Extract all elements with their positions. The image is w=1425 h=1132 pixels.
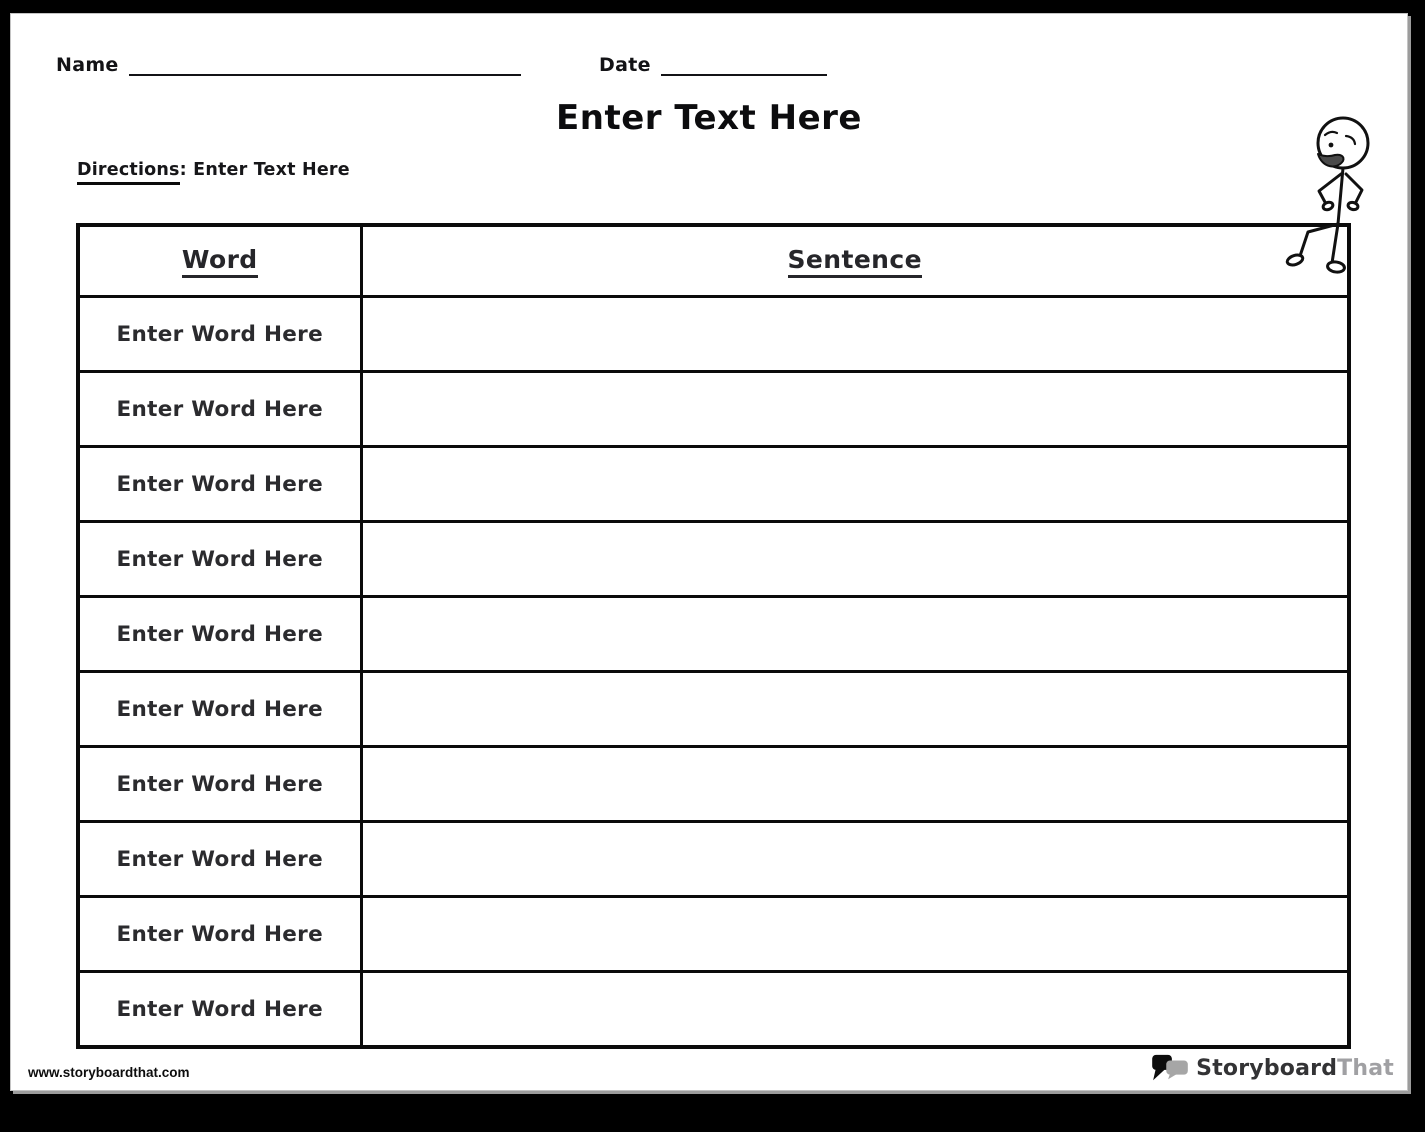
name-label: Name: [56, 54, 119, 76]
word-cell[interactable]: Enter Word Here: [78, 672, 361, 747]
worksheet-page: [10, 13, 1408, 1091]
word-cell[interactable]: Enter Word Here: [78, 297, 361, 372]
website-url: www.storyboardthat.com: [28, 1065, 190, 1080]
directions-label: Directions: [77, 160, 180, 185]
table-row: [78, 372, 1349, 447]
table-row: [78, 447, 1349, 522]
sentence-cell[interactable]: [361, 597, 1349, 672]
logo-text-primary: Storyboard: [1196, 1055, 1338, 1081]
table-header-row: [78, 225, 1349, 297]
directions-separator: :: [179, 160, 194, 180]
word-cell[interactable]: Enter Word Here: [78, 597, 361, 672]
word-cell[interactable]: Enter Word Here: [78, 822, 361, 897]
worksheet-title[interactable]: Enter Text Here: [556, 98, 862, 138]
sentence-cell[interactable]: [361, 822, 1349, 897]
word-cell[interactable]: Enter Word Here: [78, 372, 361, 447]
sentence-cell[interactable]: [361, 672, 1349, 747]
storyboardthat-logo: [1150, 1052, 1394, 1084]
speech-bubbles-icon: [1150, 1053, 1190, 1083]
date-field: [599, 50, 827, 76]
sentence-cell[interactable]: [361, 747, 1349, 822]
word-header-label: Word: [182, 245, 258, 278]
sentence-cell[interactable]: [361, 447, 1349, 522]
word-cell[interactable]: Enter Word Here: [78, 447, 361, 522]
table-row: [78, 597, 1349, 672]
table-row: [78, 897, 1349, 972]
table-row: [78, 297, 1349, 372]
word-cell[interactable]: Enter Word Here: [78, 522, 361, 597]
table-row: [78, 747, 1349, 822]
directions-line: [77, 160, 350, 180]
date-blank-line[interactable]: [661, 50, 827, 76]
table-row: [78, 522, 1349, 597]
sentence-cell[interactable]: [361, 972, 1349, 1048]
sentence-header-label: Sentence: [788, 245, 922, 278]
word-cell[interactable]: Enter Word Here: [78, 897, 361, 972]
word-sentence-table: [76, 223, 1351, 1049]
logo-text: [1196, 1056, 1394, 1081]
word-cell[interactable]: Enter Word Here: [78, 747, 361, 822]
date-label: Date: [599, 54, 651, 76]
table-row: [78, 822, 1349, 897]
sentence-cell[interactable]: [361, 522, 1349, 597]
header-fields: [56, 50, 1362, 86]
name-field: [56, 50, 521, 76]
logo-text-secondary: That: [1337, 1055, 1394, 1081]
sentence-cell[interactable]: [361, 297, 1349, 372]
word-header-cell: [78, 225, 361, 297]
word-cell[interactable]: Enter Word Here: [78, 972, 361, 1048]
sentence-header-cell: [361, 225, 1349, 297]
sentence-cell[interactable]: [361, 897, 1349, 972]
sentence-cell[interactable]: [361, 372, 1349, 447]
directions-text[interactable]: Enter Text Here: [193, 160, 350, 180]
table-row: [78, 672, 1349, 747]
stick-figure-sitting-icon: [1269, 114, 1373, 276]
name-blank-line[interactable]: [129, 50, 521, 76]
table-row: [78, 972, 1349, 1048]
